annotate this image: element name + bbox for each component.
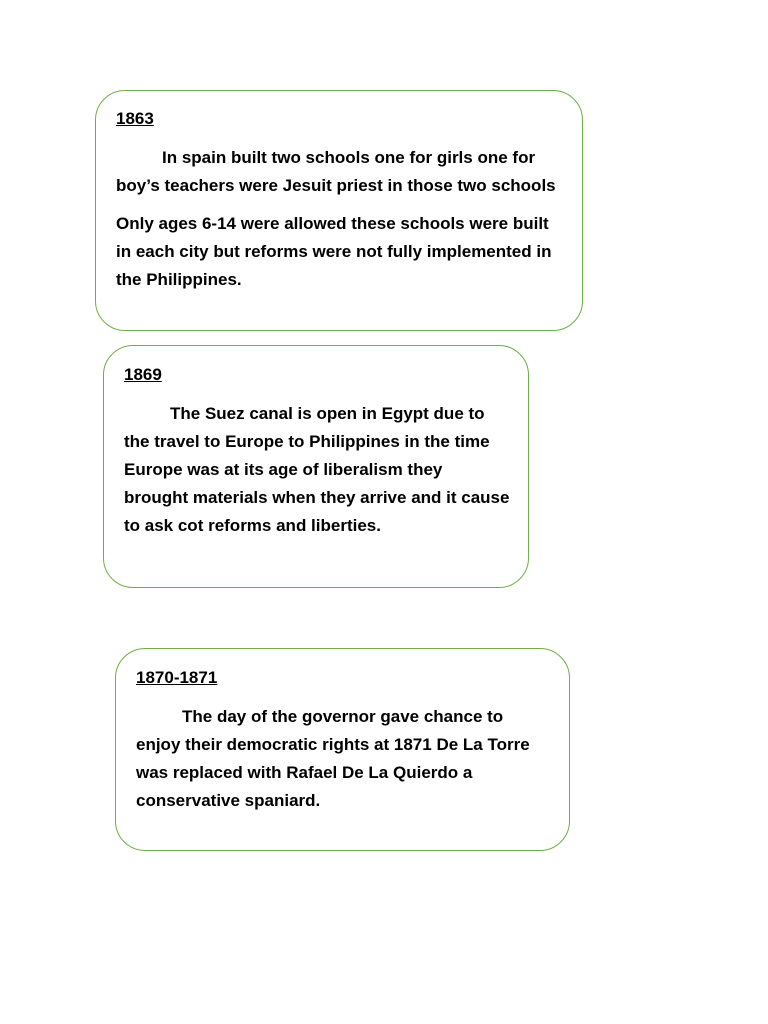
entry-paragraph: The Suez canal is open in Egypt due to the travel to Europe to Philippines in the time Europe was at its age of liberalism they brought materials when they arrive and it cause to ask cot reforms and liberties. (124, 404, 510, 535)
year-heading: 1869 (124, 365, 162, 384)
entry-paragraph: In spain built two schools one for girls one for boy’s teachers were Jesuit priest in those two schools (116, 148, 556, 195)
timeline-box-1870-1871 (115, 648, 570, 851)
entry-paragraph: Only ages 6-14 were allowed these schools were built in each city but reforms were not fully implemented in the Philippines. (116, 214, 552, 289)
year-heading: 1870-1871 (136, 668, 218, 687)
year-heading: 1863 (116, 109, 154, 128)
entry-paragraph: The day of the governor gave chance to enjoy their democratic rights at 1871 De La Torre was replaced with Rafael De La Quierdo a conservative spaniard. (136, 707, 530, 810)
timeline-box-1869 (103, 345, 529, 588)
timeline-box-1863 (95, 90, 583, 331)
